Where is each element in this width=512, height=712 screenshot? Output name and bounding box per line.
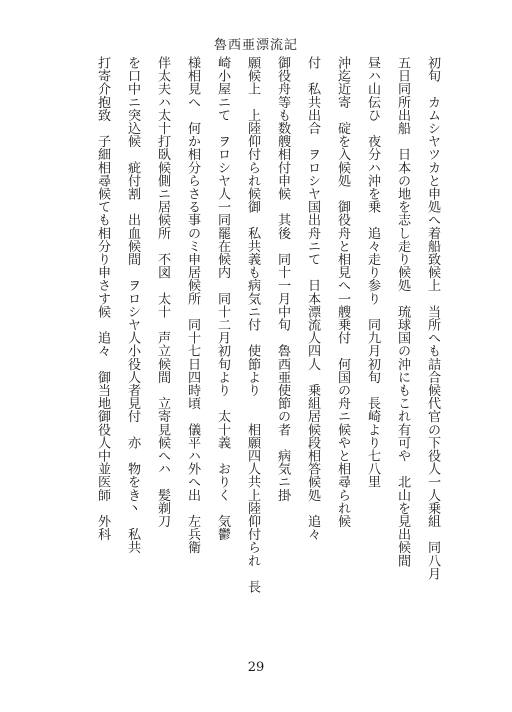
text-column: 五日同所出船 日本の地を志し走り候処 琉球国の沖にもこれ有可や 北山を見出候間 (395, 56, 410, 567)
text-column: 願候上 上陸仰付られ候御 私共義も病気ニ付 使節より 相願四人共上陸仰付られ 長 (245, 56, 260, 594)
text-column: 様相見へ 何か相分らさる事のミ申居候所 同十七日四時頃 儀平ハ外へ出 左兵衛 (185, 56, 200, 554)
text-column: 御役舟等も数艘相付申候 其後 同十一月中旬 魯西亜使節の者 病気ニ掛 (275, 56, 290, 502)
text-column: 崎小屋ニて ヲロシヤ人一同罷在候内 同十二月初旬より 太十義 おりく 気鬱 (215, 56, 230, 541)
body-text (93, 56, 446, 616)
text-column: 初旬 カムシヤツカと申処へ着船致候上 当所へも詰合候代官の下役人一人乗組 同八月 (425, 56, 440, 580)
text-column: 打寄介抱致 子細相尋候ても相分り申さす候 追々 御当地御役人中並医師 外科 (95, 56, 110, 541)
text-column: 伴太夫ハ太十打臥候側ニ居候所 不図 太十 声立候間 立寄見候へハ 髪剃刀 (155, 56, 170, 528)
text-column: を口中ニ突込候 疵付割 出血候間 ヲロシヤ人小役人者見付 亦 物をき丶 私共 (125, 56, 140, 554)
page-number: 29 (247, 660, 265, 675)
text-column: 沖迄近寄 碇を入候処 御役舟と相見へ一艘乗付 何国の舟ニ候やと相尋られ候 (335, 56, 350, 528)
text-column: 昼ハ山伝ひ 夜分ハ沖を乗 追々走り参り 同九月初旬 長崎より七八里 (365, 56, 380, 489)
page-header: 魯西亜漂流記 (213, 38, 298, 53)
text-column: 付 私共出合 ヲロシヤ国出舟ニて 日本漂流人四人 乗組居候段相答候処 追々 (305, 56, 320, 541)
